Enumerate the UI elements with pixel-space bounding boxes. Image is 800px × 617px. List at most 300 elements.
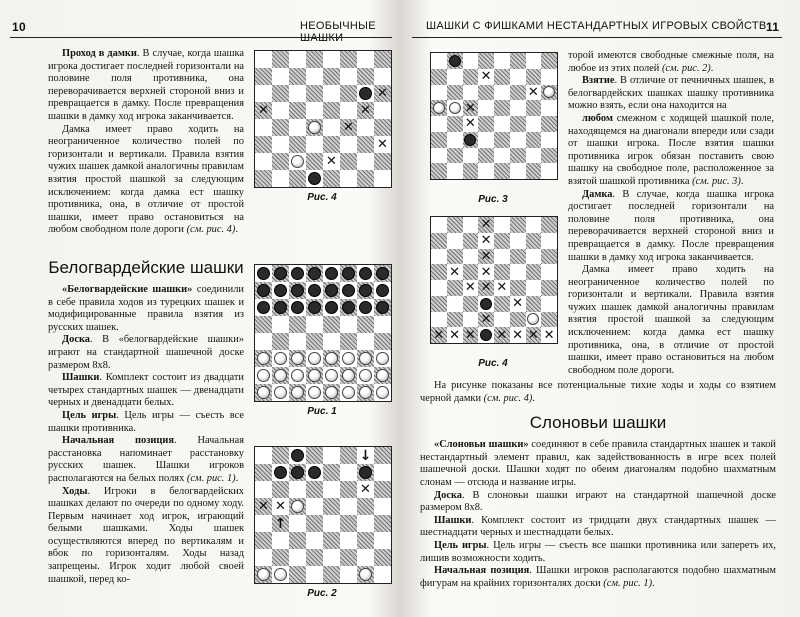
move-mark-icon: ✕ [360,103,371,118]
figure-1-left [254,264,392,417]
board-square [289,119,306,136]
paragraph-text: . Цель игры — съесть все шашки противника. [48,409,244,434]
board-square [255,367,272,384]
board-square [323,384,340,401]
board-square [374,447,391,464]
board-square [463,327,479,343]
white-checker [433,102,445,114]
board-square [463,296,479,312]
board-square [494,264,510,280]
move-mark-icon: ✕ [464,100,476,116]
board-square [478,249,494,265]
white-checker [449,102,461,114]
board-square [478,116,494,132]
board-square [340,170,357,187]
board-square [289,384,306,401]
board-square [272,384,289,401]
board-square [526,233,542,249]
board-square [494,280,510,296]
left-page [0,0,398,617]
paragraph [48,284,244,334]
board-square [541,53,557,69]
black-checker [291,267,304,280]
board-square [510,280,526,296]
board-square [323,85,340,102]
black-checker [480,298,492,310]
board-square [541,100,557,116]
white-checker [274,386,287,399]
white-checker [359,386,372,399]
board-square [374,515,391,532]
white-checker [291,352,304,365]
board-square [289,447,306,464]
board-square [526,327,542,343]
board-square [463,249,479,265]
board-square [340,153,357,170]
board-square [272,549,289,566]
paragraph-text: . В слоновьи шашки играют на стандартной шашечной доске размером 8х8. [420,489,776,514]
paragraph-text: соединяют в себе правила стандартных шашек и такой нестандартный элемент правил, как задействованность в игре всех полей шашечной доски. Шашки ходят по обеим диагоналям подобно шахматным слонам — отсюда и название игры. [420,439,776,488]
board-square [340,549,357,566]
board-square [357,299,374,316]
board-square [289,481,306,498]
board-square [526,148,542,164]
white-checker [308,352,321,365]
board-square [306,515,323,532]
board-square [323,51,340,68]
paragraph-text: смежном с ходящей шашкой поле, находящемся на диагонали впереди или сзади от шашки игрока. После взятия шашки противника игрок обязан поставить свою шашку на свободное поле, расположенное за взятой шашкой противника [568,112,774,187]
board-square [463,233,479,249]
board-square [306,367,323,384]
paragraph-heading: «Белогвардейские шашки» [62,284,193,295]
board-square [526,100,542,116]
board-square [306,447,323,464]
board-square [255,102,272,119]
board-square [340,119,357,136]
board-square [289,532,306,549]
board-square [306,153,323,170]
board-square [526,280,542,296]
board-square [374,384,391,401]
right-text-top [568,50,774,377]
move-mark-icon: ✕ [480,69,492,85]
black-checker [308,172,321,185]
board-square [541,249,557,265]
board-square [357,464,374,481]
board-square [340,316,357,333]
board-square [323,464,340,481]
board-square [447,312,463,328]
arrow-down-icon: ↓ [359,447,372,464]
white-checker [257,352,270,365]
board-square [272,566,289,583]
board-square [374,265,391,282]
board-square [289,316,306,333]
paragraph-text: . В отличие от печничных шашек, в белогвардейских шашках шашку противника можно взять, если она находится на [568,75,774,112]
board-square [526,249,542,265]
white-checker [274,352,287,365]
board-square [289,102,306,119]
board-square [255,350,272,367]
board-square [306,498,323,515]
board-square [374,481,391,498]
board-square [526,264,542,280]
board-square [306,566,323,583]
board-square [494,327,510,343]
board-square [272,350,289,367]
paragraph-text: торой имеются свободные смежные поля, на любое из этих полей [568,50,774,74]
move-mark-icon: ✕ [527,84,539,100]
board-square [478,69,494,85]
board-square [357,153,374,170]
board-square [357,102,374,119]
paragraph-text: . Шашки игроков располагаются подобно шахматным фигурам на крайних горизонталях доски [420,565,776,589]
board-square [272,153,289,170]
white-checker [257,386,270,399]
board-square [374,549,391,566]
board-square [340,136,357,153]
board-square [306,265,323,282]
board-square [306,384,323,401]
board-square [510,132,526,148]
section-title: Белогвардейские шашки [48,258,244,277]
board-square [272,333,289,350]
board-square [541,264,557,280]
board-square [272,447,289,464]
board-square [289,153,306,170]
board-square [478,264,494,280]
board-square [357,136,374,153]
white-checker [342,352,355,365]
board-square [431,148,447,164]
board-square [323,102,340,119]
board-square [541,116,557,132]
section-title: Слоновьи шашки [529,413,667,433]
board-square [323,566,340,583]
board-square [289,350,306,367]
black-checker [274,301,287,314]
board-square [447,249,463,265]
paragraph-text: Дамка имеет право ходить на неограниченное количество полей по горизонтали и вертикали. Правила взятия чужих шашек дамкой аналогичны правилам взятия простой шашкой за следующим исключением: когда дамка ест шашку противника, она, в отличие от простой шашки, имеет право остановиться на любом свободном поле дороги. [568,264,774,376]
board-square [374,566,391,583]
board-square [289,68,306,85]
paragraph [48,435,244,485]
board-square [306,136,323,153]
board-square [255,532,272,549]
move-mark-icon: ✕ [433,327,445,343]
board-square [357,515,374,532]
board-square [357,333,374,350]
board-square [463,217,479,233]
board-square [340,515,357,532]
board-square [447,116,463,132]
header-rule [10,37,392,38]
board-square [357,68,374,85]
board-square [306,119,323,136]
figure-3-right [430,52,558,205]
board-square [357,532,374,549]
board-square [447,163,463,179]
board-square [510,85,526,101]
white-checker [257,568,270,581]
black-checker [308,301,321,314]
black-checker [325,284,338,297]
board-square [478,280,494,296]
board-square [526,116,542,132]
board-square [510,327,526,343]
move-mark-icon: ✕ [512,296,524,312]
board-square [323,119,340,136]
move-mark-icon: ✕ [464,116,476,132]
board-square [306,549,323,566]
board-square [541,148,557,164]
black-checker [376,284,389,297]
board-square [272,367,289,384]
board-square [526,69,542,85]
white-checker [274,369,287,382]
board-square [272,316,289,333]
black-checker [274,267,287,280]
board-square [374,333,391,350]
black-checker [257,284,270,297]
board-square [306,85,323,102]
white-checker [291,386,304,399]
board-square [431,296,447,312]
board-square [255,498,272,515]
white-checker [376,369,389,382]
board-square [272,68,289,85]
board-square [541,280,557,296]
board-square [255,68,272,85]
board-square [272,85,289,102]
board-square [541,327,557,343]
board-square [306,532,323,549]
black-checker [342,284,355,297]
board-square [510,100,526,116]
board-square [494,100,510,116]
board-square [289,464,306,481]
checkers-board [254,446,392,584]
board-square [478,163,494,179]
white-checker [274,568,287,581]
move-mark-icon: ✕ [496,327,508,343]
board-square [510,69,526,85]
board-square [478,312,494,328]
board-square [323,498,340,515]
black-checker [376,301,389,314]
move-mark-icon: ✕ [480,280,492,296]
white-checker [308,386,321,399]
white-checker [376,352,389,365]
board-square [447,296,463,312]
paragraph [48,48,244,124]
board-square [541,163,557,179]
black-checker [274,284,287,297]
paragraph-tail: . [235,472,239,484]
board-square [255,316,272,333]
board-square [272,282,289,299]
board-square [463,312,479,328]
black-checker [359,301,372,314]
paragraph-text: . В случае, когда шашка игрока достигает последней горизонтали на половине поля противника, она переворачивается верхней стороной вниз и превращается в дамку. После превращения шашки в дамку ход игрока заканчивается. [48,48,245,122]
board-square [255,153,272,170]
move-mark-icon: ✕ [377,137,388,152]
board-square [374,119,391,136]
paragraph-tail: . [710,62,714,74]
board-square [289,515,306,532]
board-square [526,132,542,148]
white-checker [291,500,304,513]
black-checker [342,267,355,280]
board-square [289,498,306,515]
board-square [463,53,479,69]
board-square [323,265,340,282]
board-square [323,532,340,549]
board-square [306,350,323,367]
board-square [494,69,510,85]
board-square [447,148,463,164]
black-checker [359,87,372,100]
white-checker [342,369,355,382]
move-mark-icon: ✕ [258,103,269,118]
board-square [447,132,463,148]
black-checker [359,267,372,280]
board-square [374,153,391,170]
board-square [255,136,272,153]
board-square [272,481,289,498]
paragraph-text: . Комплект состоит из двадцати четырех стандартных шашек — двенадцати черных и двенадцати белых. [48,372,244,409]
board-square [494,296,510,312]
board-square [510,148,526,164]
board-square [478,296,494,312]
board-square [494,233,510,249]
paragraph-text: . Комплект состоит из тридцати двух стандартных шашек — шестнадцати черных и шестнадцати белых. [420,514,776,539]
board-square [431,312,447,328]
board-square [323,515,340,532]
board-square [272,102,289,119]
board-square [255,515,272,532]
board-square [289,333,306,350]
board-square [323,68,340,85]
board-square [447,264,463,280]
board-square [357,265,374,282]
board-square [494,85,510,101]
board-square [340,85,357,102]
black-checker [359,466,372,479]
board-square [289,282,306,299]
board-square [478,148,494,164]
board-square [494,116,510,132]
board-square [323,350,340,367]
move-mark-icon: ✕ [449,327,461,343]
paragraph [48,124,244,237]
black-checker [274,466,287,479]
white-checker [376,386,389,399]
board-square [272,51,289,68]
board-square [510,264,526,280]
board-square [478,132,494,148]
arrow-up-icon: ↑ [274,515,287,532]
board-square [306,170,323,187]
paragraph-text: . Цель игры — съесть все шашки противника или запереть их, лишив возможности ходить. [420,539,776,564]
checkers-board [430,52,558,180]
board-square [374,170,391,187]
board-square [374,51,391,68]
board-square [463,163,479,179]
board-square [374,68,391,85]
board-square [510,312,526,328]
board-square [447,327,463,343]
board-square [289,265,306,282]
paragraph-text: соединили в себе правила ходов из турецких шашек и модифицированные правила взятия из русских шашек. [48,284,244,333]
white-checker [527,313,539,325]
paragraph-tail: . [235,224,238,236]
board-square [463,116,479,132]
board-square [340,51,357,68]
board-square [541,233,557,249]
board-square [541,69,557,85]
board-square [289,367,306,384]
move-mark-icon: ✕ [480,217,492,233]
board-square [272,532,289,549]
board-square [340,498,357,515]
board-square [340,532,357,549]
board-square [306,464,323,481]
board-square [447,69,463,85]
black-checker [359,284,372,297]
board-square [289,170,306,187]
black-checker [480,329,492,341]
board-square [357,282,374,299]
board-square [494,312,510,328]
board-square [323,153,340,170]
board-square [510,249,526,265]
black-checker [257,267,270,280]
board-square [272,464,289,481]
paragraph [420,565,776,590]
figure-reference: (см. рис. 4) [483,392,533,404]
board-square [526,85,542,101]
move-mark-icon: ✕ [258,499,269,514]
board-square [447,217,463,233]
paragraph [568,75,774,113]
board-square [494,132,510,148]
black-checker [308,466,321,479]
paragraph [48,372,244,410]
board-square [340,333,357,350]
board-square [510,53,526,69]
board-square [357,316,374,333]
left-text-bottom [48,250,244,586]
board-square [494,249,510,265]
board-square [447,53,463,69]
board-square [357,447,374,464]
black-checker [325,301,338,314]
page-number-left: 10 [12,20,26,34]
board-square [357,549,374,566]
paragraph-heading: Доска [62,334,90,346]
checkers-board [254,50,392,188]
black-checker [376,267,389,280]
board-square [463,148,479,164]
move-mark-icon: ✕ [496,280,508,296]
board-square [357,350,374,367]
paragraph [568,113,774,189]
board-square [323,170,340,187]
black-checker [325,267,338,280]
paragraph-heading: Дамка [582,188,613,200]
board-square [255,85,272,102]
